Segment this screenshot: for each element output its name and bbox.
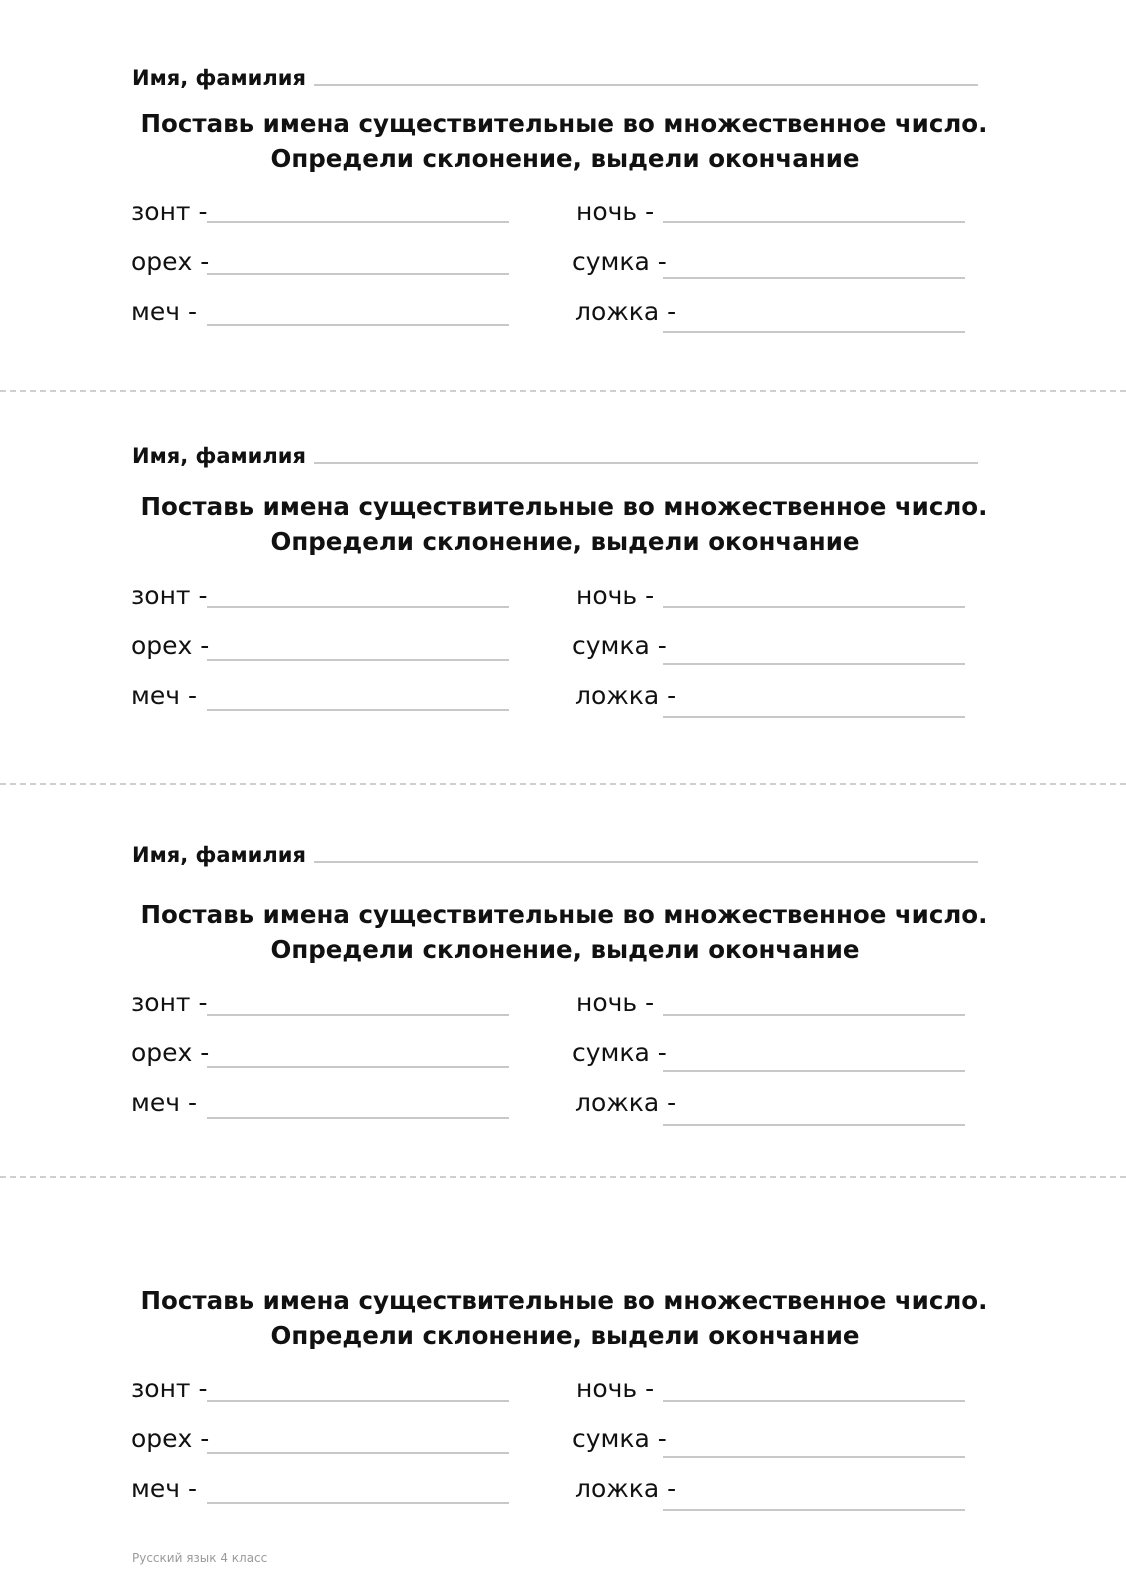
word-left-1: зонт - bbox=[131, 988, 208, 1017]
task-title-line-1: Поставь имена существительные во множественное число. bbox=[140, 900, 988, 929]
answer-line-right-2[interactable] bbox=[663, 277, 965, 279]
name-label: Имя, фамилия bbox=[132, 444, 306, 468]
word-right-3: ложка - bbox=[575, 297, 677, 326]
answer-line-left-1[interactable] bbox=[207, 1014, 509, 1016]
word-left-3: меч - bbox=[131, 681, 197, 710]
word-left-2: орех - bbox=[131, 1038, 210, 1067]
answer-line-right-1[interactable] bbox=[663, 1014, 965, 1016]
name-label: Имя, фамилия bbox=[132, 66, 306, 90]
answer-line-right-1[interactable] bbox=[663, 606, 965, 608]
name-label: Имя, фамилия bbox=[132, 843, 306, 867]
task-title bbox=[0, 489, 1126, 559]
name-answer-line[interactable] bbox=[314, 861, 978, 863]
word-right-2: сумка - bbox=[572, 1424, 667, 1453]
word-left-2: орех - bbox=[131, 631, 210, 660]
task-title-line-1: Поставь имена существительные во множественное число. bbox=[140, 1286, 988, 1315]
task-title bbox=[0, 897, 1126, 967]
word-right-1: ночь - bbox=[576, 197, 655, 226]
answer-line-right-3[interactable] bbox=[663, 331, 965, 333]
answer-line-left-3[interactable] bbox=[207, 324, 509, 326]
name-row bbox=[132, 64, 980, 94]
answer-line-left-1[interactable] bbox=[207, 1400, 509, 1402]
word-right-3: ложка - bbox=[575, 1474, 677, 1503]
answer-line-left-3[interactable] bbox=[207, 1117, 509, 1119]
word-left-3: меч - bbox=[131, 297, 197, 326]
answer-line-right-3[interactable] bbox=[663, 1509, 965, 1511]
name-row bbox=[132, 442, 980, 472]
answer-line-right-3[interactable] bbox=[663, 1124, 965, 1126]
answer-line-right-3[interactable] bbox=[663, 716, 965, 718]
word-right-2: сумка - bbox=[572, 247, 667, 276]
word-right-1: ночь - bbox=[576, 988, 655, 1017]
word-right-1: ночь - bbox=[576, 581, 655, 610]
cut-line-3 bbox=[0, 1176, 1126, 1178]
name-answer-line[interactable] bbox=[314, 462, 978, 464]
answer-line-left-3[interactable] bbox=[207, 1502, 509, 1504]
answer-line-right-1[interactable] bbox=[663, 1400, 965, 1402]
task-title-line-2: Определи склонение, выдели окончание bbox=[270, 1321, 860, 1350]
word-left-1: зонт - bbox=[131, 581, 208, 610]
answer-line-left-1[interactable] bbox=[207, 221, 509, 223]
word-right-2: сумка - bbox=[572, 1038, 667, 1067]
task-title-line-2: Определи склонение, выдели окончание bbox=[270, 527, 860, 556]
name-answer-line[interactable] bbox=[314, 84, 978, 86]
answer-line-right-1[interactable] bbox=[663, 221, 965, 223]
answer-line-left-2[interactable] bbox=[207, 1452, 509, 1454]
word-left-3: меч - bbox=[131, 1088, 197, 1117]
task-title-line-1: Поставь имена существительные во множественное число. bbox=[140, 492, 988, 521]
answer-line-left-3[interactable] bbox=[207, 709, 509, 711]
word-right-3: ложка - bbox=[575, 681, 677, 710]
task-title-line-1: Поставь имена существительные во множественное число. bbox=[140, 109, 988, 138]
task-title bbox=[0, 106, 1126, 176]
word-left-2: орех - bbox=[131, 247, 210, 276]
word-left-2: орех - bbox=[131, 1424, 210, 1453]
word-right-1: ночь - bbox=[576, 1374, 655, 1403]
answer-line-right-2[interactable] bbox=[663, 663, 965, 665]
page-footer: Русский язык 4 класс bbox=[132, 1551, 268, 1565]
task-title bbox=[0, 1283, 1126, 1353]
task-title-line-2: Определи склонение, выдели окончание bbox=[270, 144, 860, 173]
word-left-3: меч - bbox=[131, 1474, 197, 1503]
word-right-3: ложка - bbox=[575, 1088, 677, 1117]
cut-line-2 bbox=[0, 783, 1126, 785]
word-left-1: зонт - bbox=[131, 1374, 208, 1403]
answer-line-left-1[interactable] bbox=[207, 606, 509, 608]
name-row bbox=[132, 841, 980, 871]
answer-line-left-2[interactable] bbox=[207, 659, 509, 661]
answer-line-right-2[interactable] bbox=[663, 1456, 965, 1458]
task-title-line-2: Определи склонение, выдели окончание bbox=[270, 935, 860, 964]
word-right-2: сумка - bbox=[572, 631, 667, 660]
answer-line-right-2[interactable] bbox=[663, 1070, 965, 1072]
answer-line-left-2[interactable] bbox=[207, 273, 509, 275]
word-left-1: зонт - bbox=[131, 197, 208, 226]
answer-line-left-2[interactable] bbox=[207, 1066, 509, 1068]
cut-line-1 bbox=[0, 390, 1126, 392]
